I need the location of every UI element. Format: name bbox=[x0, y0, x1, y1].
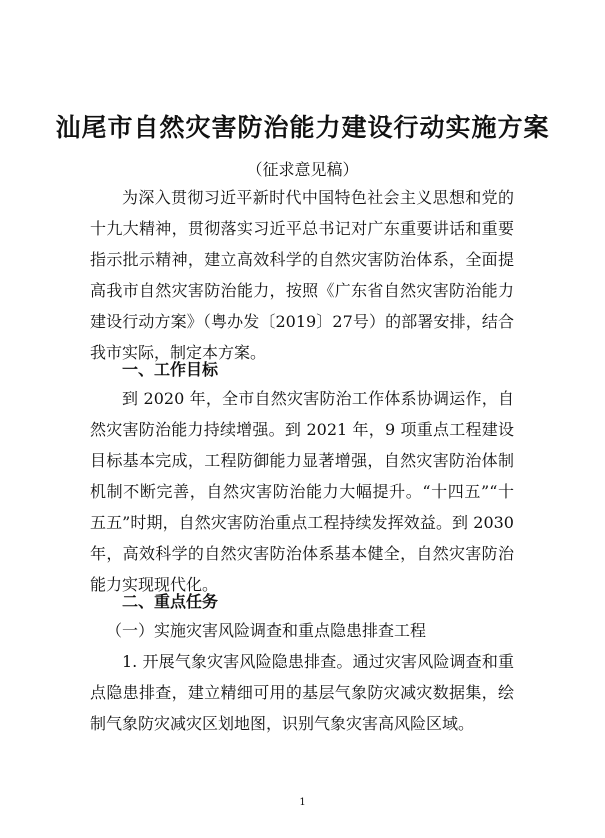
document-title: 汕尾市自然灾害防治能力建设行动实施方案 bbox=[55, 113, 550, 142]
section-heading-tasks: 二、重点任务 bbox=[122, 592, 219, 611]
goals-paragraph: 到 2020 年，全市自然灾害防治工作体系协调运作，自然灾害防治能力持续增强。到 2021 年，9 项重点工程建设目标基本完成，工程防御能力显著增强，自然灾害防治体制机制不断完善，自然灾害防治能力大幅提升。“十四五”“十五五”时期，自然灾害防治重点工程持续发挥效益。到 2030 年，高效科学的自然灾害防治体系基本健全，自然灾害防治能力实现现代化。 bbox=[90, 389, 514, 594]
page-number: 1 bbox=[299, 797, 306, 808]
section-heading-goals: 一、工作目标 bbox=[122, 360, 219, 379]
item-paragraph-weather-risk: 1. 开展气象灾害风险隐患排查。通过灾害风险调查和重点隐患排查，建立精细可用的基层气象防灾减灾数据集，绘制气象防灾减灾区划地图，识别气象灾害高风险区域。 bbox=[90, 652, 514, 733]
document-subtitle: （征求意见稿） bbox=[246, 160, 359, 179]
subsection-heading-risk-survey: （一）实施灾害风险调查和重点隐患排查工程 bbox=[106, 621, 427, 640]
intro-paragraph: 为深入贯彻习近平新时代中国特色社会主义思想和党的十九大精神，贯彻落实习近平总书记对广东重要讲话和重要指示批示精神，建立高效科学的自然灾害防治体系，全面提高我市自然灾害防治能力，按照《广东省自然灾害防治能力建设行动方案》（粤办发〔2019〕27号）的部署安排，结合我市实际，制定本方案。 bbox=[90, 188, 514, 362]
